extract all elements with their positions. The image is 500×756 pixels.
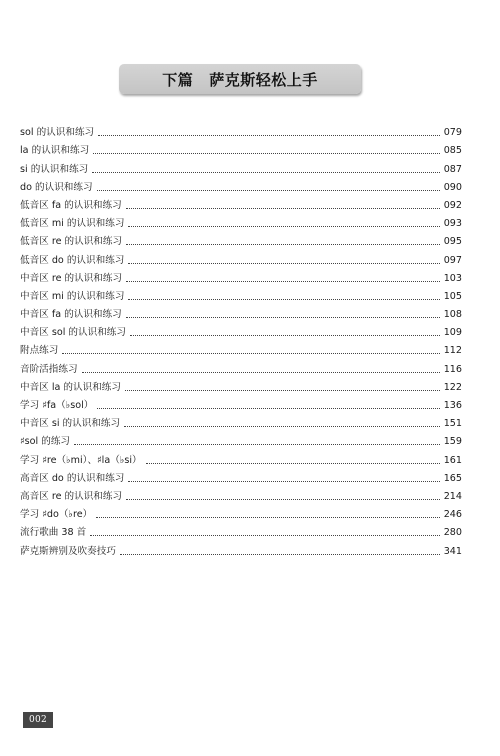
toc-entry-page: 103 [443,272,462,284]
dot-leader [98,135,440,136]
toc-entry-title: 中音区 la 的认识和练习 [20,381,121,393]
toc-entry[interactable] [20,357,462,375]
toc-entry-page: 097 [443,254,462,266]
toc-entry[interactable] [20,485,462,503]
toc-entry-page: 116 [443,363,462,375]
toc-entry-title: 中音区 sol 的认识和练习 [20,327,126,339]
dot-leader [62,353,439,354]
toc-entry-title: 低音区 re 的认识和练习 [20,236,123,248]
toc-entry[interactable] [20,157,462,175]
page-number: 002 [28,715,48,725]
dot-leader [126,317,440,318]
dot-leader [126,244,440,245]
toc-entry-title: 流行歌曲 38 首 [20,527,87,539]
table-of-contents [20,121,462,558]
toc-entry-title: 中音区 re 的认识和练习 [20,272,123,284]
toc-entry-title: do 的认识和练习 [20,181,93,193]
toc-entry-page: 095 [443,236,462,248]
toc-entry[interactable] [20,467,462,485]
toc-entry[interactable] [20,430,462,448]
dot-leader [128,299,439,300]
toc-entry-page: 280 [443,527,462,539]
toc-entry[interactable] [20,376,462,394]
toc-entry-page: 214 [443,490,462,502]
dot-leader [120,554,440,555]
toc-entry[interactable] [20,139,462,157]
toc-entry-title: 低音区 do 的认识和练习 [20,254,125,266]
toc-entry[interactable] [20,448,462,466]
toc-entry-page: 087 [443,163,462,175]
page-number-tab [23,712,53,728]
dot-leader [82,372,440,373]
toc-entry-title: 音阶活指练习 [20,363,78,375]
dot-leader [126,208,440,209]
toc-entry-title: ♯sol 的练习 [20,436,71,448]
toc-entry[interactable] [20,285,462,303]
toc-entry-title: 中音区 fa 的认识和练习 [20,309,122,321]
dot-leader [97,408,439,409]
toc-entry[interactable] [20,212,462,230]
toc-entry-page: 090 [443,181,462,193]
dot-leader [128,226,439,227]
toc-entry-page: 092 [443,199,462,211]
toc-entry-page: 161 [443,454,462,466]
toc-entry-title: 低音区 mi 的认识和练习 [20,218,125,230]
toc-entry[interactable] [20,303,462,321]
toc-entry-page: 079 [443,127,462,139]
toc-entry-page: 246 [443,509,462,521]
section-title: 萨克斯轻松上手 [209,70,318,89]
toc-entry[interactable] [20,539,462,557]
toc-entry-page: 108 [443,309,462,321]
toc-entry[interactable] [20,248,462,266]
toc-entry-page: 105 [443,290,462,302]
toc-entry-page: 136 [443,400,462,411]
toc-entry[interactable] [20,412,462,430]
toc-entry-title: 高音区 re 的认识和练习 [20,490,123,502]
toc-entry[interactable] [20,521,462,539]
toc-entry[interactable] [20,176,462,194]
dot-leader [97,190,440,191]
toc-entry-page: 122 [443,381,462,393]
toc-entry-title: 萨克斯辨别及吹奏技巧 [20,545,116,557]
toc-entry-title: 学习 ♯re（♭mi）、♯la（♭si） [20,454,142,466]
toc-entry[interactable] [20,267,462,285]
toc-entry-page: 112 [443,345,462,357]
dot-leader [146,463,440,464]
dot-leader [128,263,439,264]
toc-entry-page: 165 [443,472,462,484]
toc-entry-page: 109 [443,327,462,339]
toc-entry-title: 学习 ♯do（♭re） [20,509,93,521]
section-heading [162,69,318,90]
toc-entry-title: la 的认识和练习 [20,145,90,157]
toc-entry-page: 085 [443,145,462,157]
toc-entry-title: 高音区 do 的认识和练习 [20,472,125,484]
toc-entry-page: 159 [443,436,462,448]
toc-entry[interactable] [20,194,462,212]
toc-entry-title: 中音区 mi 的认识和练习 [20,290,125,302]
toc-entry[interactable] [20,394,462,412]
toc-entry-title: si 的认识和练习 [20,163,89,175]
toc-entry[interactable] [20,321,462,339]
section-part-label: 下篇 [162,70,194,89]
dot-leader [124,426,440,427]
dot-leader [96,517,440,518]
toc-entry-page: 151 [443,418,462,430]
dot-leader [126,281,440,282]
toc-entry-title: 中音区 si 的认识和练习 [20,418,121,430]
dot-leader [93,153,440,154]
toc-entry-page: 341 [443,545,462,557]
toc-entry-title: sol 的认识和练习 [20,127,95,139]
dot-leader [128,481,439,482]
toc-entry-title: 低音区 fa 的认识和练习 [20,199,122,211]
dot-leader [90,535,439,536]
dot-leader [126,499,440,500]
toc-entry-title: 学习 ♯fa（♭sol） [20,400,94,411]
section-banner [119,64,361,94]
toc-entry[interactable] [20,339,462,357]
dot-leader [125,390,440,391]
toc-entry[interactable] [20,121,462,139]
toc-entry[interactable] [20,230,462,248]
toc-entry-page: 093 [443,218,462,230]
dot-leader [92,172,439,173]
toc-entry-title: 附点练习 [20,345,59,357]
toc-entry[interactable] [20,503,462,521]
dot-leader [130,335,440,336]
dot-leader [74,444,440,445]
